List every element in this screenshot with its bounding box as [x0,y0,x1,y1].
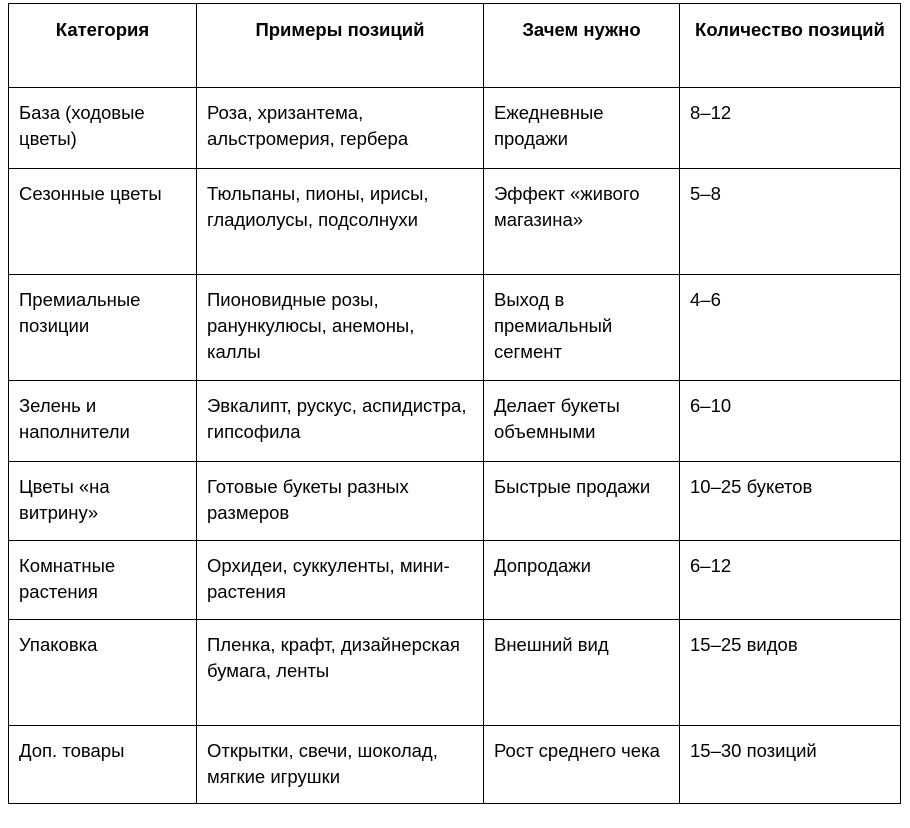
cell-quantity: 6–12 [680,541,901,620]
assortment-table [8,3,901,804]
table-row [9,88,901,169]
cell-purpose: Допродажи [484,541,680,620]
cell-quantity: 15–25 видов [680,620,901,726]
cell-category: Цветы «на витрину» [9,462,197,541]
cell-purpose: Внешний вид [484,620,680,726]
cell-examples: Тюльпаны, пионы, ирисы, гладиолусы, подсолнухи [197,169,484,275]
cell-purpose: Ежедневные продажи [484,88,680,169]
cell-examples: Роза, хризантема, альстромерия, гербера [197,88,484,169]
cell-category: Сезонные цветы [9,169,197,275]
header-quantity: Количество позиций [680,4,901,88]
header-purpose: Зачем нужно [484,4,680,88]
table-row [9,275,901,381]
cell-purpose: Делает букеты объемными [484,381,680,462]
cell-purpose: Быстрые продажи [484,462,680,541]
cell-category: База (ходовые цветы) [9,88,197,169]
table-header-row [9,4,901,88]
cell-category: Упаковка [9,620,197,726]
cell-examples: Орхидеи, суккуленты, мини-растения [197,541,484,620]
table-row [9,620,901,726]
header-category: Категория [9,4,197,88]
cell-purpose: Эффект «живого магазина» [484,169,680,275]
assortment-table-container [8,3,901,804]
cell-quantity: 15–30 позиций [680,726,901,804]
cell-examples: Готовые букеты разных размеров [197,462,484,541]
cell-quantity: 6–10 [680,381,901,462]
cell-examples: Открытки, свечи, шоколад, мягкие игрушки [197,726,484,804]
cell-category: Комнатные растения [9,541,197,620]
cell-category: Премиальные позиции [9,275,197,381]
cell-purpose: Рост среднего чека [484,726,680,804]
table-row [9,541,901,620]
cell-examples: Пленка, крафт, дизайнерская бумага, ленты [197,620,484,726]
cell-examples: Эвкалипт, рускус, аспидистра, гипсофила [197,381,484,462]
cell-examples: Пионовидные розы, ранункулюсы, анемоны, каллы [197,275,484,381]
cell-quantity: 5–8 [680,169,901,275]
table-row [9,381,901,462]
cell-purpose: Выход в премиальный сегмент [484,275,680,381]
table-row [9,169,901,275]
cell-category: Доп. товары [9,726,197,804]
cell-quantity: 4–6 [680,275,901,381]
table-row [9,726,901,804]
cell-quantity: 8–12 [680,88,901,169]
header-examples: Примеры позиций [197,4,484,88]
cell-category: Зелень и наполнители [9,381,197,462]
cell-quantity: 10–25 букетов [680,462,901,541]
table-row [9,462,901,541]
